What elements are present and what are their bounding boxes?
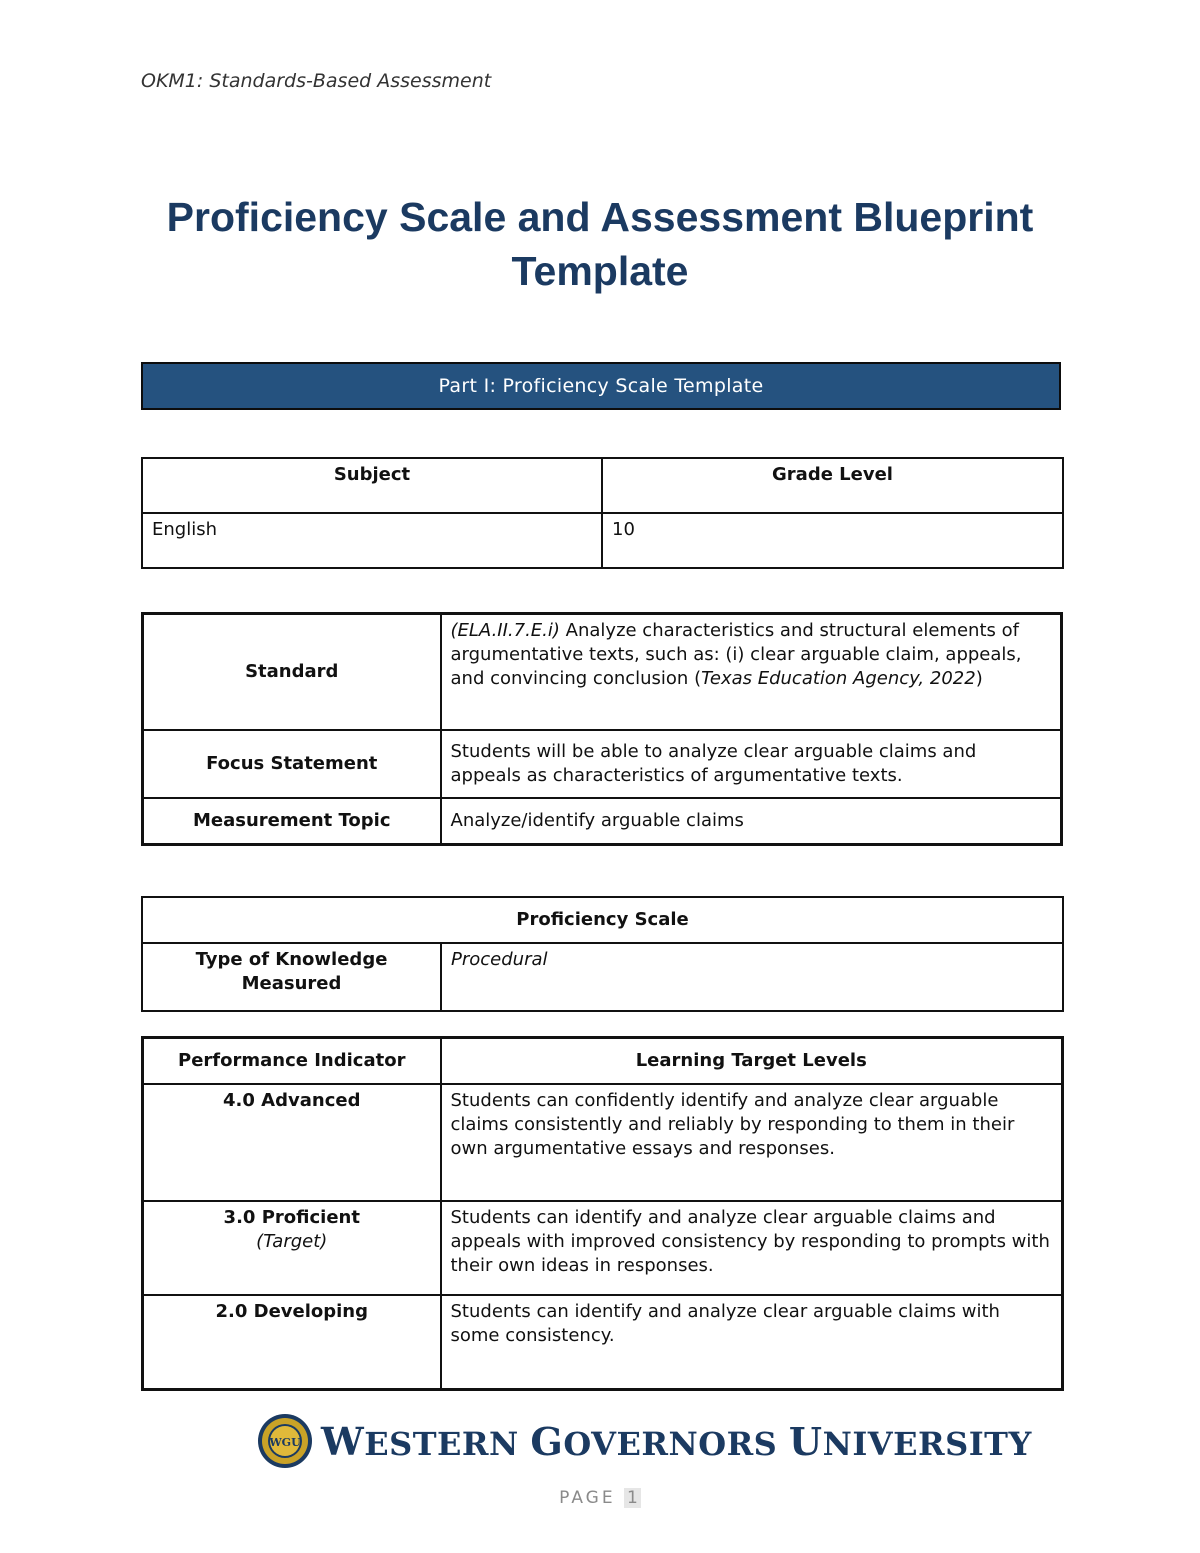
standard-value <box>441 614 1062 731</box>
standard-table <box>141 612 1063 846</box>
page-number <box>0 1488 1200 1508</box>
standard-close: ) <box>975 668 983 689</box>
document-title <box>100 190 1100 298</box>
standard-citation: Texas Education Agency, 2022 <box>701 668 976 689</box>
table-row <box>143 1295 1063 1390</box>
seal-text: WGU <box>269 1436 301 1449</box>
measurement-topic-value: Analyze/identify arguable claims <box>441 798 1062 845</box>
part-1-banner: Part I: Proficiency Scale Template <box>141 362 1061 410</box>
level-developing-text: Students can identify and analyze clear arguable claims with some consistency. <box>441 1295 1063 1390</box>
focus-statement-label: Focus Statement <box>143 730 441 798</box>
knowledge-type-value: Procedural <box>441 943 1063 1011</box>
running-header: OKM1: Standards-Based Assessment <box>141 70 492 92</box>
table-row <box>143 1084 1063 1201</box>
subject-grade-table <box>141 457 1064 569</box>
performance-indicator-table <box>141 1036 1064 1391</box>
subject-value: English <box>142 513 602 568</box>
title-line-1: Proficiency Scale and Assessment Blueprint <box>166 194 1034 240</box>
level-proficient-text: Students can identify and analyze clear arguable claims and appeals with improved consistency by responding to prompts with their own ideas in responses. <box>441 1201 1063 1295</box>
knowledge-type-label: Type of Knowledge Measured <box>142 943 441 1011</box>
proficiency-scale-table <box>141 896 1064 1012</box>
proficiency-scale-heading: Proficiency Scale <box>142 897 1063 943</box>
standard-code: (ELA.II.7.E.i) <box>450 620 560 641</box>
level-advanced: 4.0 Advanced <box>143 1084 441 1201</box>
standard-label: Standard <box>143 614 441 731</box>
learning-target-header: Learning Target Levels <box>441 1038 1063 1085</box>
grade-level-header: Grade Level <box>602 458 1063 513</box>
wgu-wordmark: WESTERN GOVERNORS UNIVERSITY <box>321 1418 1032 1464</box>
level-proficient-note: (Target) <box>256 1231 328 1252</box>
page-number-value: 1 <box>624 1488 641 1508</box>
subject-header: Subject <box>142 458 602 513</box>
title-line-2: Template <box>511 248 689 294</box>
level-proficient <box>143 1201 441 1295</box>
page-label: PAGE <box>559 1488 616 1508</box>
grade-level-value: 10 <box>602 513 1063 568</box>
level-advanced-text: Students can confidently identify and analyze clear arguable claims consistently and reliably by responding to them in their own argumentative essays and responses. <box>441 1084 1063 1201</box>
wgu-logo <box>257 1412 1032 1470</box>
standard-text: Analyze characteristics and structural elements of argumentative texts, such as: (i) clear arguable claim, appeals, and convincing conclusion ( <box>450 620 1022 689</box>
level-developing: 2.0 Developing <box>143 1295 441 1390</box>
level-proficient-label: 3.0 Proficient <box>223 1207 360 1228</box>
measurement-topic-label: Measurement Topic <box>143 798 441 845</box>
performance-indicator-header: Performance Indicator <box>143 1038 441 1085</box>
wgu-seal-icon <box>257 1413 313 1469</box>
focus-statement-value: Students will be able to analyze clear arguable claims and appeals as characteristics of argumentative texts. <box>441 730 1062 798</box>
table-row <box>143 1201 1063 1295</box>
